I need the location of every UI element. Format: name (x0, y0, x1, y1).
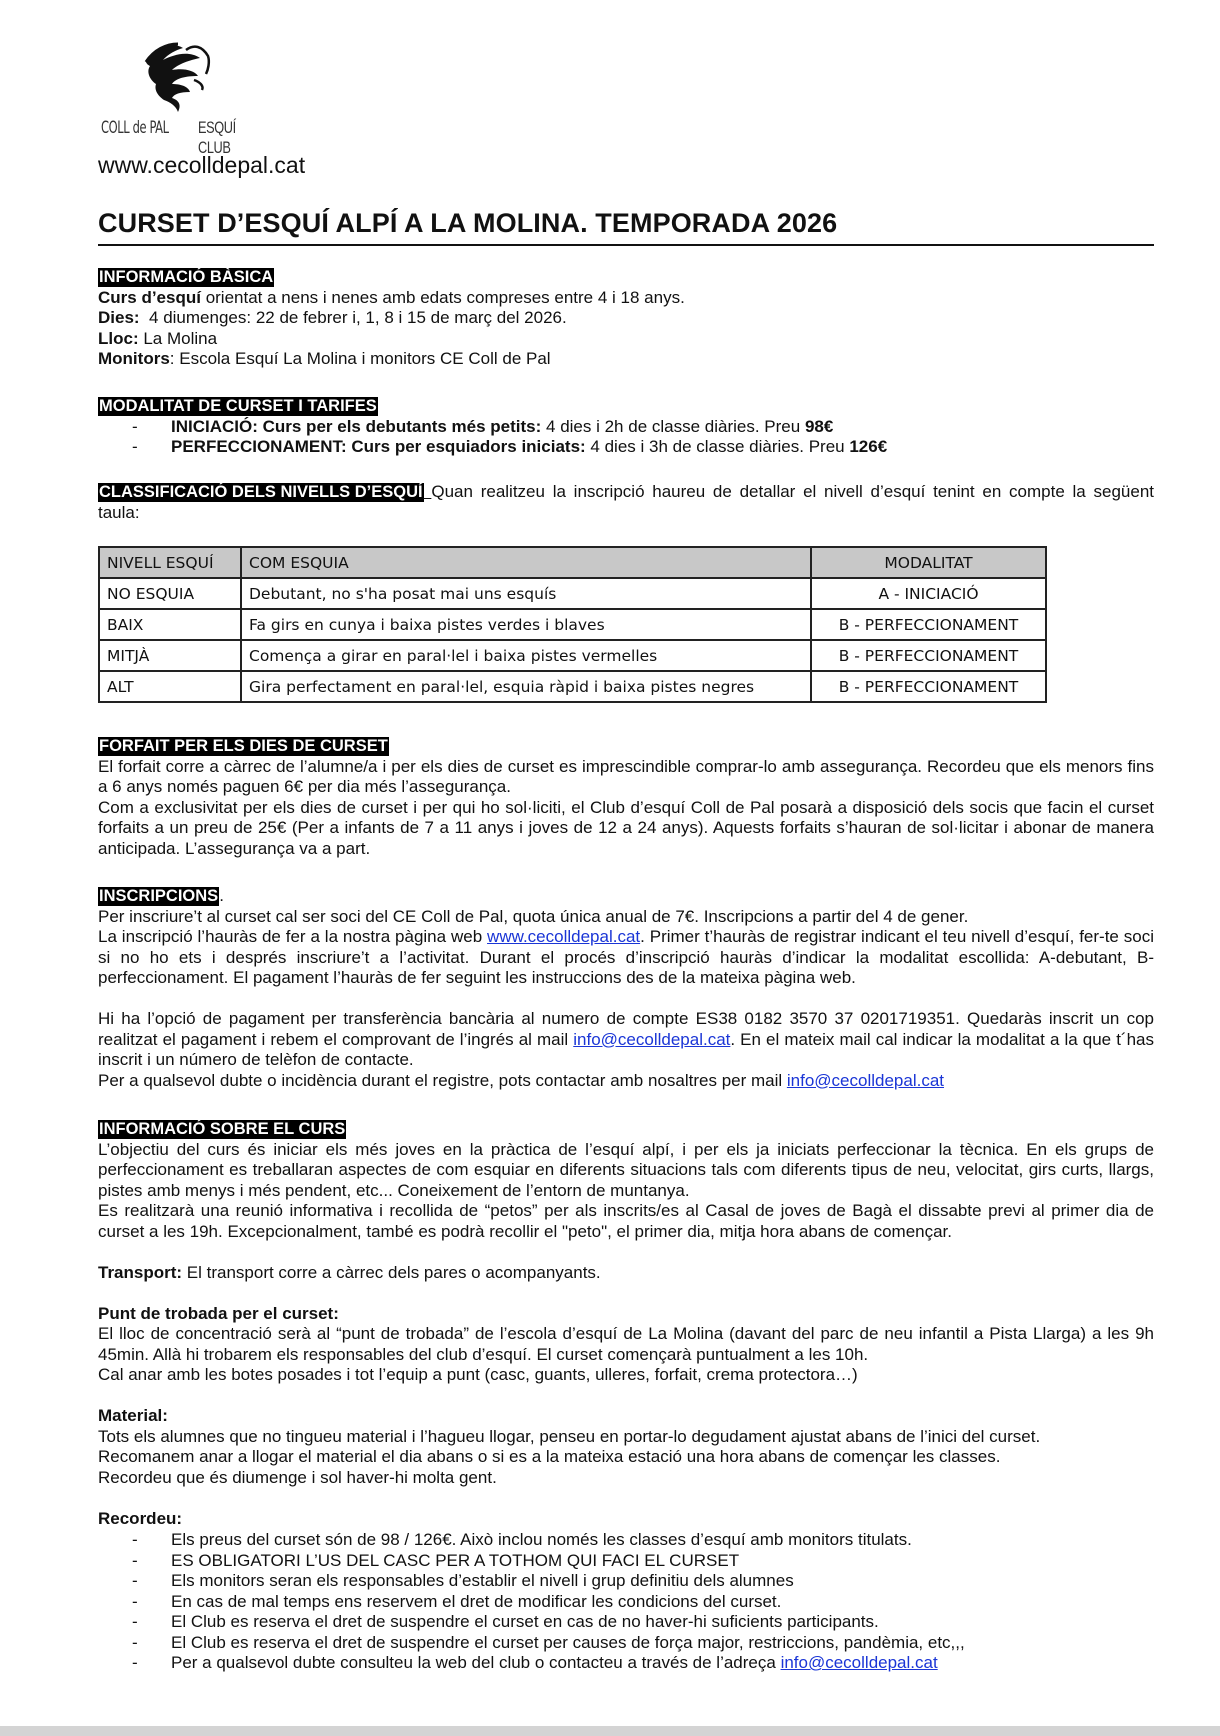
material-paragraph-3: Recordeu que és diumenge i sol haver-hi molta gent. (98, 1467, 497, 1487)
material-label: Material: (98, 1406, 168, 1425)
table-row (99, 578, 1046, 609)
modality-item-iniciacio: - INICIACIÓ: Curs per els debutants més petits: 4 dies i 2h de classe diàries. Preu 98€ (132, 416, 834, 436)
cell-description: Debutant, no s'ha posat mai uns esquís (241, 578, 811, 609)
cell-description: Gira perfectament en paral·lel, esquia ràpid i baixa pistes negres (241, 671, 811, 702)
cell-level: BAIX (99, 609, 241, 640)
reminder-item: - Els preus del curset són de 98 / 126€. Això inclou només les classes d’esquí amb monitors titulats. (132, 1530, 912, 1549)
cell-modality: B - PERFECCIONAMENT (811, 671, 1046, 702)
section-forfait (98, 736, 1154, 859)
email-link[interactable]: info@cecolldepal.cat (573, 1029, 731, 1049)
column-header: COM ESQUIA (241, 547, 811, 578)
section-inscriptions: INSCRIPCIONS. Per inscriure’t al curset cal ser soci del CE Coll de Pal, quota única anual de 7€. Inscripcions a partir del 4 de gener. La inscripció l’hauràs de fer a la nostra pàgina web www.cecolldepal.cat. Primer t’hauràs de registrar indicant el teu nivell d’esquí, fer-te soci si no ho ets i després inscriure’t a l’activitat. Durant el procés d’inscripció hauràs d’indicar la modalitat escollida: A-debutant, B-perfeccionament. El pagament l’hauràs de fer seguint les instruccions des de la mateixa pàgina web. Hi ha l’opció de pagament per transferència bancària al numero de compte ES38 0182 3570 37 0201719351. Quedaràs inscrit un cop realitzat el pagament i rebem el comprovant de l’ingrés al mail info@cecolldepal.cat. En el mateix mail cal indicar la modalitat a la que t´has inscrit i un número de telèfon de contacte. Per a qualsevol dubte o incidència durant el registre, pots contactar amb nosaltres per mail info@cecolldepal.cat (98, 886, 1154, 1090)
table-header-row (99, 547, 1046, 578)
table-row (99, 671, 1046, 702)
basic-info-course: Curs d’esquí orientat a nens i nenes amb edats compreses entre 4 i 18 anys. (98, 287, 685, 307)
logo-text-right: ESQUÍ CLUB (198, 118, 236, 157)
table-row (99, 609, 1046, 640)
transport-info: Transport: El transport corre a càrrec dels pares o acompanyants. (98, 1262, 601, 1282)
forfait-paragraph-1: El forfait corre a càrrec de l’alumne/a i per els dies de curset es imprescindible comprar-lo amb assegurança. Recordeu que els menors fins a 6 anys només paguen 6€ per dia més l’assegurança. (98, 756, 1154, 796)
meeting-point-label: Punt de trobada per el curset: (98, 1303, 339, 1323)
basic-info-days: Dies: 4 diumenges: 22 de febrer i, 1, 8 i 15 de març del 2026. (98, 308, 567, 327)
cell-level: MITJÀ (99, 640, 241, 671)
inscriptions-paragraph-3: Hi ha l’opció de pagament per transferència bancària al numero de compte ES38 0182 3570 37 0201719351. Quedaràs inscrit un cop realitzat el pagament i rebem el comprovant de l’ingrés al mail info@cecolldepal.cat. En el mateix mail cal indicar la modalitat a la que t´has inscrit i un número de telèfon de contacte. (98, 1009, 1154, 1069)
page-title: CURSET D’ESQUÍ ALPÍ A LA MOLINA. TEMPORADA 2026 (98, 208, 838, 238)
page-bottom-edge (0, 1726, 1220, 1736)
reminders-label: Recordeu: (98, 1508, 183, 1528)
heading-forfait: FORFAIT PER ELS DIES DE CURSET (99, 737, 388, 755)
heading-modalities: MODALITAT DE CURSET I TARIFES (99, 397, 377, 415)
reminder-item: - El Club es reserva el dret de suspendre el curset per causes de força major, restriccions, pandèmia, etc,,, (132, 1632, 965, 1652)
classification-intro: Quan realitzeu la inscripció haureu de detallar el nivell d’esquí tenint en compte la següent taula: (98, 482, 1154, 522)
cell-description: Fa girs en cunya i baixa pistes verdes i blaves (241, 609, 811, 640)
modality-item-perfeccionament: - PERFECCIONAMENT: Curs per esquiadors iniciats: 4 dies i 3h de classe diàries. Preu 126€ (132, 437, 888, 456)
cell-modality: B - PERFECCIONAMENT (811, 640, 1046, 671)
course-info-paragraph-1: L’objectiu del curs és iniciar els més joves en la pràctica de l’esquí alpí, i per els ja iniciats perfeccionar la tècnica. En els grups de perfeccionament es treballaran aspectes de com esquiar en diferents situacions tals com diferents tipus de neu, velocitat, girs curts, llargs, pistes amb menys i més pendent, etc... Coneixement de l’entorn de muntanya. (98, 1139, 1154, 1200)
cell-modality: A - INICIACIÓ (811, 578, 1046, 609)
inscriptions-paragraph-1: Per inscriure’t al curset cal ser soci del CE Coll de Pal, quota única anual de 7€. Inscripcions a partir del 4 de gener. (98, 906, 969, 926)
meeting-point-paragraph-2: Cal anar amb les botes posades i tot l’equip a punt (casc, guants, ulleres, forfait, crema protectora…) (98, 1365, 858, 1384)
section-modalities (98, 396, 1154, 458)
reminder-item: - El Club es reserva el dret de suspendre el curset en cas de no haver-hi suficients participants. (132, 1612, 879, 1631)
material-paragraph-2: Recomanem anar a llogar el material el dia abans o si es a la mateixa estació una hora abans de començar les classes. (98, 1447, 1001, 1466)
column-header: MODALITAT (811, 547, 1046, 578)
club-logo (98, 40, 278, 157)
meeting-point-paragraph-1: El lloc de concentració serà al “punt de trobada” de l’escola d’esquí de La Molina (davant del parc de neu infantil a Pista Llarga) a les 9h 45min. Allà hi trobarem els responsables del club d’esquí. El curset començarà puntualment a les 10h. (98, 1324, 1154, 1364)
title-divider (98, 244, 1154, 246)
heading-inscriptions: INSCRIPCIONS (99, 887, 219, 905)
email-link[interactable]: info@cecolldepal.cat (780, 1653, 938, 1672)
inscriptions-paragraph-2: La inscripció l’hauràs de fer a la nostra pàgina web www.cecolldepal.cat. Primer t’hauràs de registrar indicant el teu nivell d’esquí, fer-te soci si no ho ets i després inscriure’t a l’activitat. Durant el procés d’inscripció hauràs d’indicar la modalitat escollida: A-debutant, B-perfeccionament. El pagament l’hauràs de fer seguint les instruccions des de la mateixa pàgina web. (98, 927, 1154, 987)
cell-description: Comença a girar en paral·lel i baixa pistes vermelles (241, 640, 811, 671)
reminder-item: - Per a qualsevol dubte consulteu la web del club o contacteu a través de l’adreça info@cecolldepal.cat (132, 1653, 938, 1672)
section-basic-info (98, 267, 1154, 370)
reminder-item: - En cas de mal temps ens reservem el dret de modificar les condicions del curset. (132, 1591, 782, 1611)
reminder-item: - ES OBLIGATORI L’US DEL CASC PER A TOTHOM QUI FACI EL CURSET (132, 1550, 740, 1570)
website-link[interactable]: www.cecolldepal.cat (487, 927, 641, 946)
basic-info-place: Lloc: La Molina (98, 328, 218, 348)
ski-levels-table (98, 546, 1047, 703)
logo-text-left: COLL de PAL (101, 118, 169, 138)
forfait-paragraph-2: Com a exclusivitat per els dies de curset i per qui ho sol·liciti, el Club d’esquí Coll de Pal posarà a disposició dels socis que facin el curset forfaits a un preu de 25€ (Per a infants de 7 a 11 anys i joves de 12 a 24 anys). Aquests forfaits s’hauran de sol·licitar i abonar de manera anticipada. L’assegurança va a part. (98, 797, 1154, 858)
cell-modality: B - PERFECCIONAMENT (811, 609, 1046, 640)
cell-level: ALT (99, 671, 241, 702)
course-info-paragraph-2: Es realitzarà una reunió informativa i recollida de “petos” per als inscrits/es al Casal de joves de Bagà el dissabte previ al primer dia de curset a les 19h. Excepcionalment, també es podrà recollir el "peto", el primer dia, mitja hora abans de començar. (98, 1201, 1154, 1241)
reminder-item: - Els monitors seran els responsables d’establir el nivell i grup definitiu dels alumnes (132, 1571, 794, 1590)
material-paragraph-1: Tots els alumnes que no tingueu material i l’hagueu llogar, penseu en portar-lo degudament ajustat abans de l’inici del curset. (98, 1426, 1041, 1446)
table-row (99, 640, 1046, 671)
heading-basic-info: INFORMACIÓ BÀSICA (99, 268, 274, 286)
section-classification (98, 482, 1154, 523)
column-header: NIVELL ESQUÍ (99, 547, 241, 578)
cell-level: NO ESQUIA (99, 578, 241, 609)
heading-course-info: INFORMACIÓ SOBRE EL CURS (99, 1120, 346, 1138)
heading-classification: CLASSIFICACIÓ DELS NIVELLS D’ESQUÍ (99, 483, 423, 501)
basic-info-monitors: Monitors: Escola Esquí La Molina i monitors CE Coll de Pal (98, 349, 551, 368)
website-url: www.cecolldepal.cat (98, 152, 306, 178)
skier-swirl-icon (128, 40, 218, 120)
section-course-info (98, 1119, 1154, 1674)
email-link[interactable]: info@cecolldepal.cat (786, 1070, 945, 1090)
inscriptions-paragraph-4: Per a qualsevol dubte o incidència durant el registre, pots contactar amb nosaltres per mail info@cecolldepal.cat (98, 1070, 945, 1090)
